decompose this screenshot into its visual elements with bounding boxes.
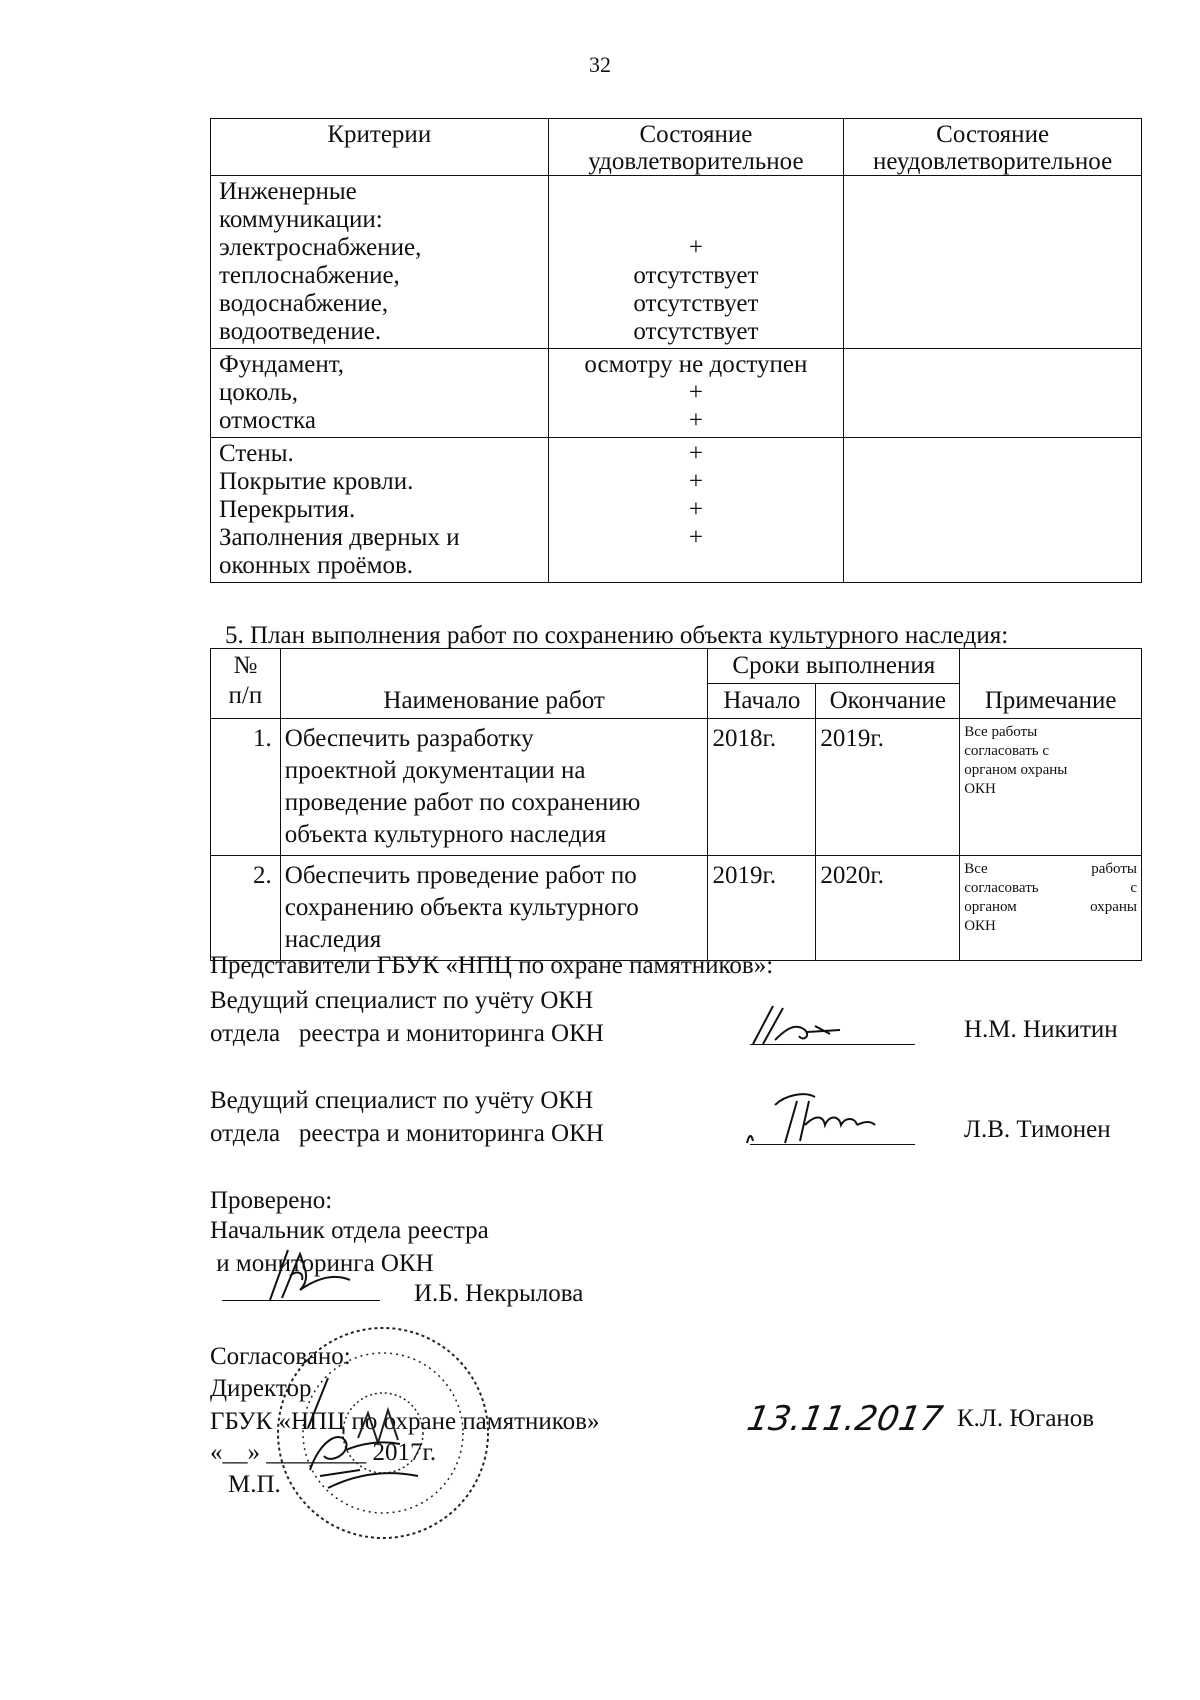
work-name — [280, 856, 708, 961]
criteria-line: Заполнения дверных и — [219, 524, 460, 551]
value-line: отсутствует — [633, 262, 759, 289]
value-line: осмотру не доступен — [584, 351, 808, 378]
work-name — [280, 719, 708, 856]
value-line: + — [688, 524, 703, 551]
representatives-title: Представители ГБУК «НПЦ по охране памятников»: — [210, 952, 774, 979]
table-row — [211, 349, 1142, 438]
value-line: + — [688, 379, 703, 406]
end-date: 2020г. — [816, 856, 960, 961]
note-line: органом охраны — [964, 899, 1137, 915]
note-line: Все работы — [964, 724, 1038, 740]
criteria-line: Покрытие кровли. — [219, 468, 414, 495]
end-date: 2019г. — [816, 719, 960, 856]
header-line: Состояние — [639, 121, 753, 148]
criteria-line: водоснабжение, — [219, 290, 389, 317]
value-line: + — [688, 468, 703, 495]
table-row — [211, 176, 1142, 349]
criteria-line: оконных проёмов. — [219, 552, 414, 579]
signature-director — [300, 1420, 440, 1480]
note-line: органом охраны — [964, 762, 1068, 778]
header-line: удовлетворительное — [588, 148, 804, 175]
start-header: Начало — [708, 684, 816, 719]
row-number: 1. — [211, 719, 281, 856]
position-line: Ведущий специалист по учёту ОКН — [210, 987, 594, 1014]
note-cell — [960, 719, 1142, 856]
approved-name: К.Л. Юганов — [957, 1405, 1095, 1432]
plan-heading: 5. План выполнения работ по сохранению объекта культурного наследия: — [225, 622, 1009, 649]
note-cell — [960, 856, 1142, 961]
header-line: п/п — [228, 682, 263, 709]
unsatisfactory-cell — [844, 349, 1142, 438]
satisfactory-cell — [548, 349, 844, 438]
dates-header: Сроки выполнения — [708, 649, 960, 684]
table-row — [211, 856, 1142, 961]
table-row — [211, 438, 1142, 583]
work-line: Обеспечить проведение работ по — [284, 862, 637, 889]
criteria-line: цоколь, — [219, 379, 299, 406]
approved-date-line: «__» ________ 2017г. — [210, 1439, 437, 1466]
signature-nikitin — [745, 1000, 865, 1050]
stamp-place: М.П. — [228, 1471, 281, 1498]
value-line: отсутствует — [633, 318, 759, 345]
work-line: проведение работ по сохранению — [284, 789, 641, 816]
criteria-line: Инженерные — [219, 178, 357, 205]
satisfactory-header — [548, 119, 844, 176]
header-line: неудовлетворительное — [873, 148, 1113, 175]
approved-label: Согласовано: — [210, 1343, 351, 1370]
criteria-header: Критерии — [211, 119, 549, 176]
work-line: проектной документации на — [284, 757, 586, 784]
criteria-line: электроснабжение, — [219, 234, 422, 261]
unsatisfactory-cell — [844, 438, 1142, 583]
num-header — [211, 649, 281, 719]
note-line: Все работы — [964, 861, 1137, 877]
row-number: 2. — [211, 856, 281, 961]
satisfactory-cell — [548, 438, 844, 583]
value-line: + — [688, 496, 703, 523]
note-line: согласовать с — [964, 743, 1050, 759]
value-line — [553, 178, 840, 206]
signature-nekrylova — [240, 1240, 380, 1310]
value-line: отсутствует — [633, 290, 759, 317]
satisfactory-cell — [548, 176, 844, 349]
value-line — [553, 206, 840, 234]
criteria-line: отмостка — [219, 407, 316, 434]
position-line: Ведущий специалист по учёту ОКН — [210, 1087, 594, 1114]
criteria-line: Фундамент, — [219, 351, 345, 378]
note-line: согласовать с — [964, 880, 1137, 896]
work-line: сохранению объекта культурного — [284, 894, 639, 921]
table-row — [211, 719, 1142, 856]
criteria-line: коммуникации: — [219, 206, 383, 233]
value-line: + — [688, 234, 703, 261]
position-line: отдела реестра и мониторинга ОКН — [210, 1120, 604, 1147]
handwritten-date-text: 13.11.2017 — [744, 1399, 946, 1439]
position-line: отдела реестра и мониторинга ОКН — [210, 1020, 604, 1047]
checked-name: И.Б. Некрылова — [414, 1280, 584, 1307]
criteria-table — [210, 118, 1142, 583]
position-line: и мониторинга ОКН — [210, 1250, 434, 1277]
work-line: наследия — [284, 926, 382, 953]
representative-position — [210, 984, 604, 1050]
note-line: ОКН — [964, 781, 996, 797]
representative-name: Л.В. Тимонен — [964, 1116, 1111, 1143]
criteria-line: Перекрытия. — [219, 496, 356, 523]
criteria-line: Стены. — [219, 440, 294, 467]
criteria-cell — [211, 349, 549, 438]
unsatisfactory-header — [844, 119, 1142, 176]
criteria-table-header — [211, 119, 1142, 176]
position-line: ГБУК «НПЦ по охране памятников» — [210, 1408, 600, 1435]
criteria-line: теплоснабжение, — [219, 262, 400, 289]
value-line: + — [688, 407, 703, 434]
note-line: ОКН — [964, 918, 996, 934]
work-line: Обеспечить разработку — [284, 725, 534, 752]
plan-table-header — [211, 649, 1142, 684]
signature-timonen — [745, 1085, 905, 1155]
start-date: 2018г. — [708, 719, 816, 856]
note-header: Примечание — [960, 649, 1142, 719]
plan-table — [210, 648, 1142, 961]
criteria-cell — [211, 438, 549, 583]
end-header: Окончание — [816, 684, 960, 719]
criteria-cell — [211, 176, 549, 349]
work-line: объекта культурного наследия — [284, 821, 607, 848]
header-line: № — [233, 652, 258, 679]
value-line: + — [688, 440, 703, 467]
representative-name: Н.М. Никитин — [964, 1016, 1118, 1043]
criteria-line: водоотведение. — [219, 318, 382, 345]
page-number: 32 — [589, 52, 611, 77]
position-line: Начальник отдела реестра — [210, 1217, 489, 1244]
name-header: Наименование работ — [280, 649, 708, 719]
unsatisfactory-cell — [844, 176, 1142, 349]
checked-label: Проверено: — [210, 1187, 333, 1214]
header-line: Состояние — [936, 121, 1050, 148]
position-line: Директор — [210, 1375, 312, 1402]
representative-position — [210, 1084, 604, 1150]
handwritten-date — [744, 1394, 946, 1444]
start-date: 2019г. — [708, 856, 816, 961]
